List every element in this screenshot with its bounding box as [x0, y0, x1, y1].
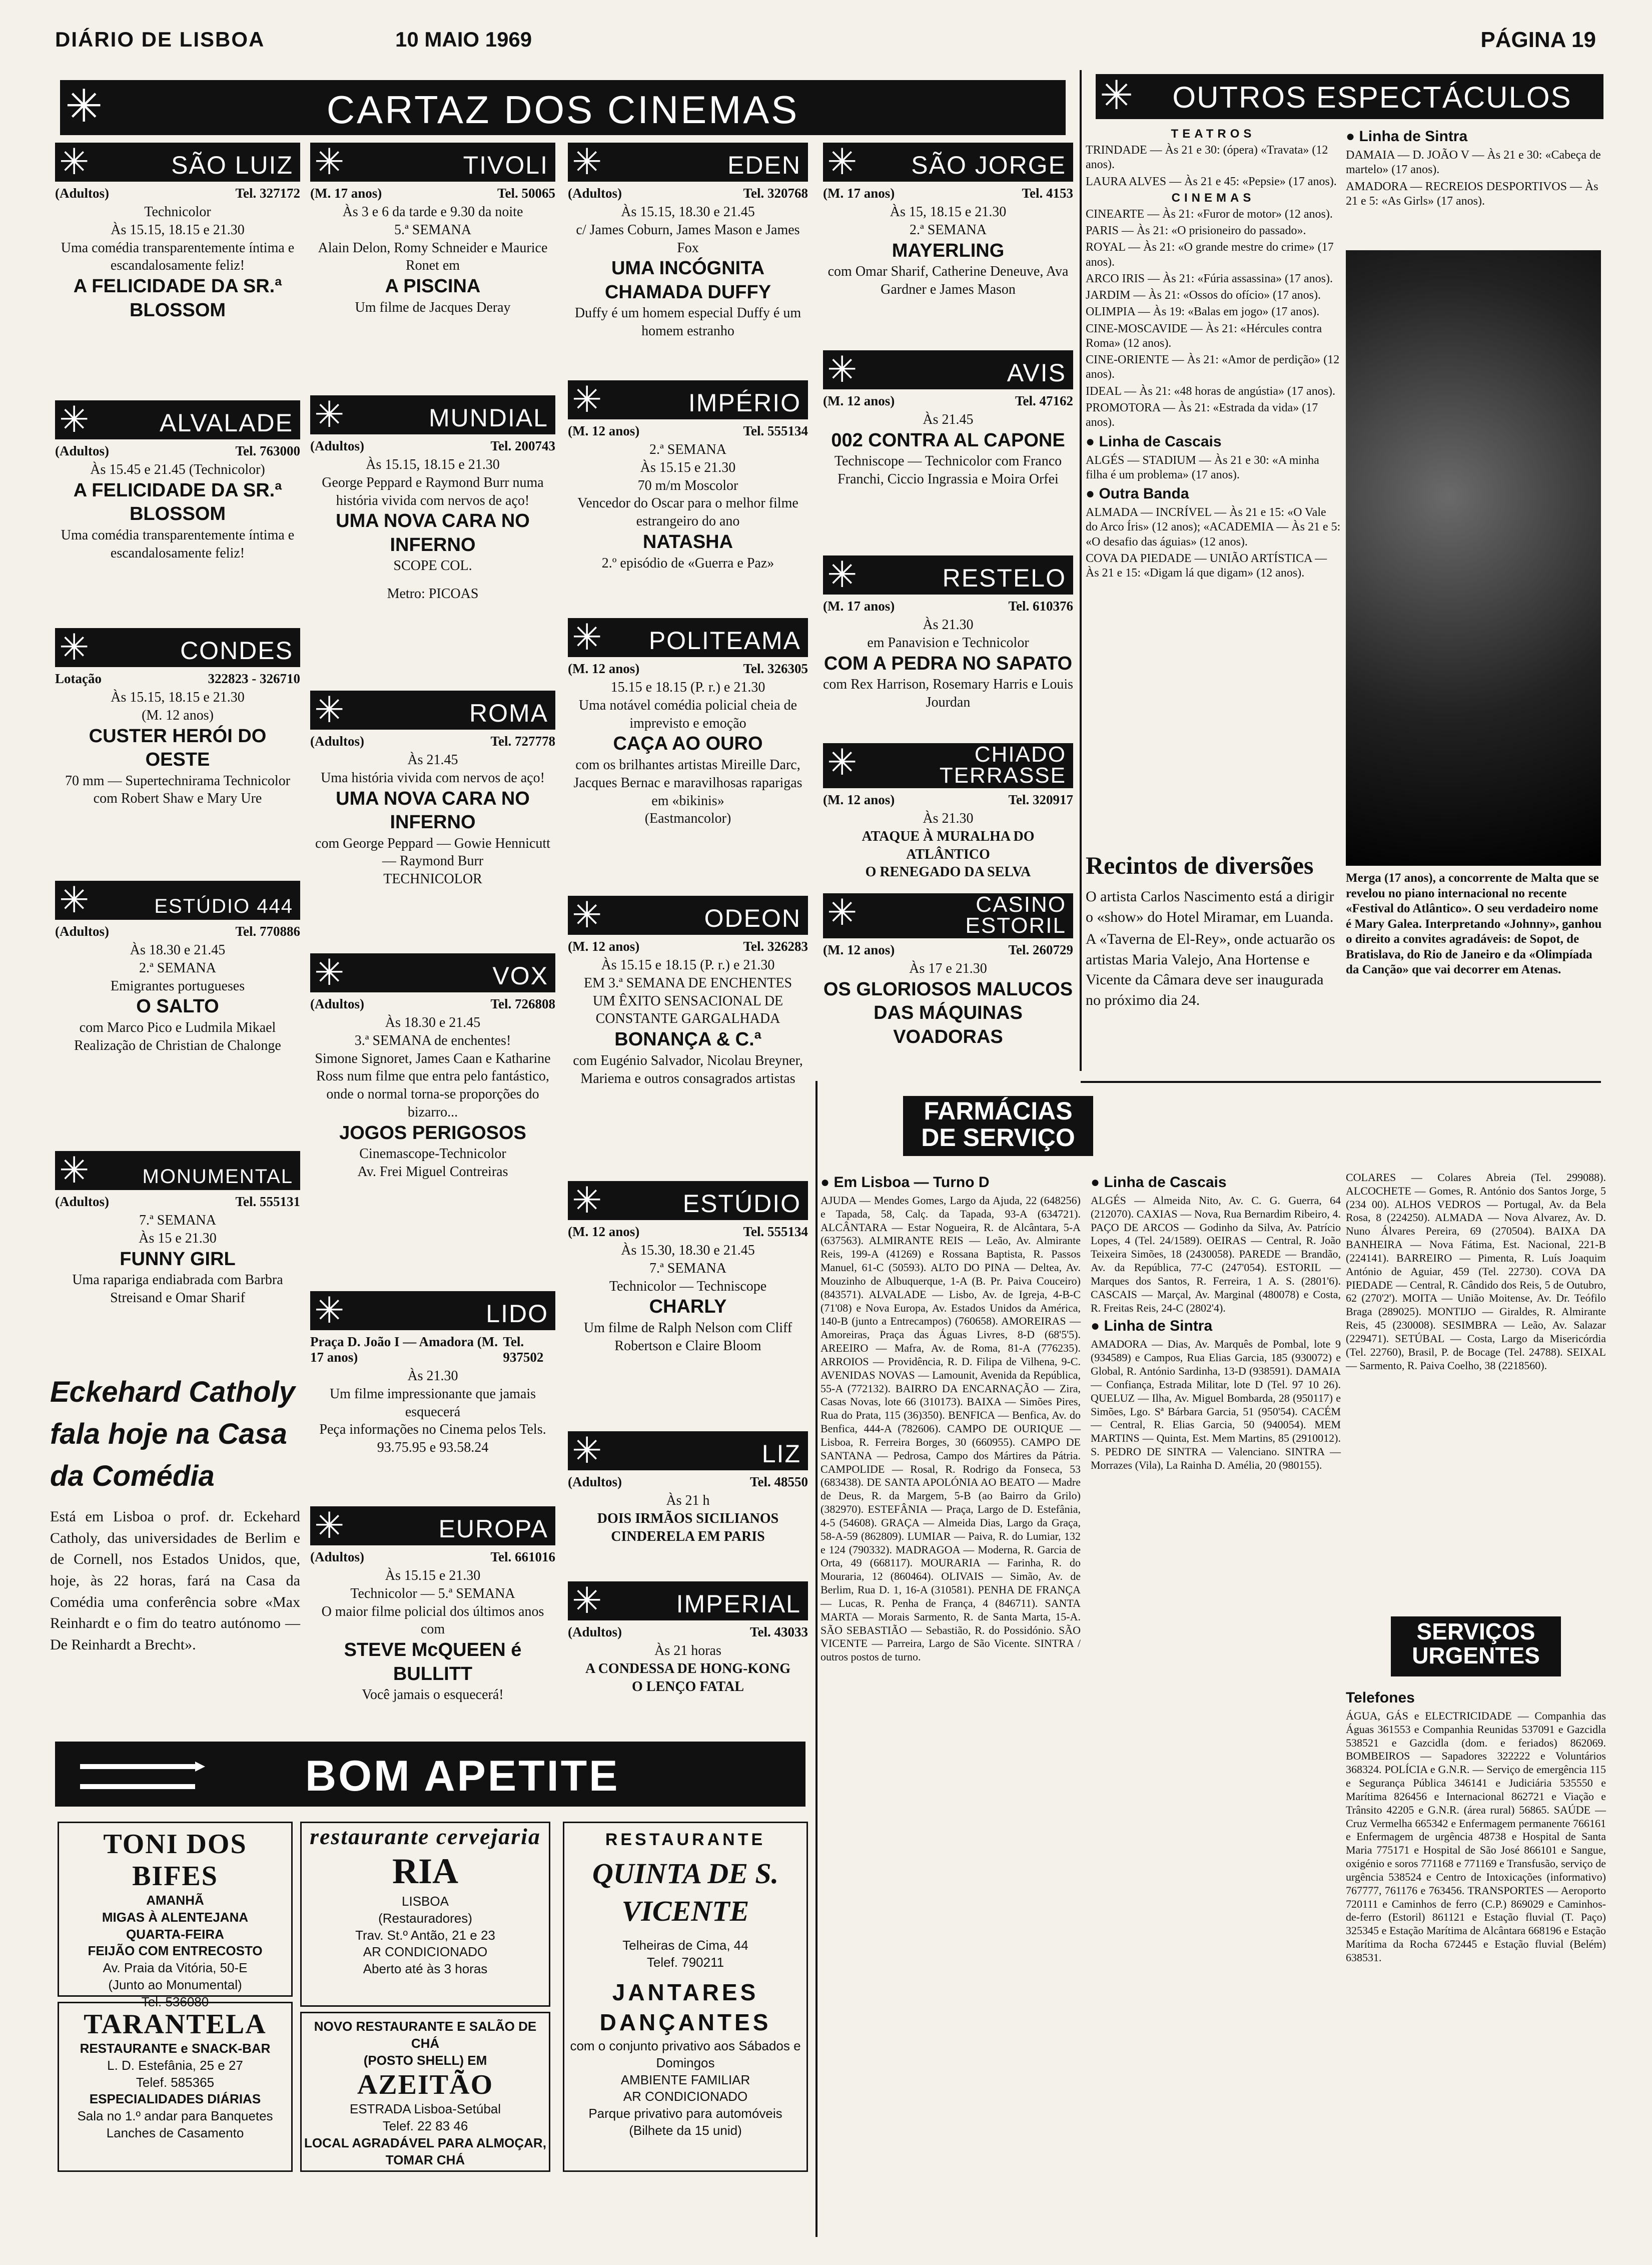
info-line: Duffy é um homem especial Duffy é um homem estranho	[574, 305, 801, 339]
info-line: em Panavision e Technicolor	[867, 635, 1029, 651]
film-title: A FELICIDADE DA SR.ª BLOSSOM	[73, 276, 282, 321]
ad-quinta-sao-vicente: RESTAURANTE QUINTA DE S. VICENTE Telheiras de Cima, 44 Telef. 790211 JANTARES DANÇANTES com o conjunto privativo aos Sábados e Domingos AMBIENTE FAMILIAR AR CONDICIONADO Parque privativo para automóveis (Bilhete da 15 unid)	[563, 1822, 808, 2172]
phone: Tel. 4153	[1022, 186, 1073, 201]
star-icon: ✳	[827, 741, 858, 783]
info-line: Uma história vivida com nervos de aço!	[321, 770, 545, 786]
cinema-name: IMPÉRIO	[688, 389, 801, 417]
outros-col-right	[1346, 125, 1606, 245]
info-line: Simone Signoret, James Caan e Katharine Ross num filme que entra pelo fantástico, onde o normal torna-se proporções do bizarro...	[315, 1050, 551, 1120]
age-rating: (Adultos)	[55, 924, 110, 939]
eckehard-article	[50, 1371, 300, 1732]
age-rating: (Adultos)	[568, 1474, 622, 1489]
column-rule	[1081, 1081, 1601, 1083]
info-line: 70 mm — Supertechnirama Technicolor com Robert Shaw e Mary Ure	[65, 773, 291, 807]
cutlery-icon	[75, 1747, 205, 1802]
film-title: UMA NOVA CARA NO INFERNO	[336, 788, 530, 833]
info-line: 70 m/m Moscolor	[637, 477, 738, 493]
cinema-name: CASINO ESTORIL	[965, 892, 1066, 938]
info-line: Metro: PICOAS	[387, 586, 479, 602]
outros-title: OUTROS ESPECTÁCULOS	[1172, 81, 1572, 114]
services-listing: ÁGUA, GÁS e ELECTRICIDADE — Companhia das Águas 361553 e Companhia Reunidas 537091 e Gazcidla 538521 e Gazcidla (dom. e feriados) 862069. BOMBEIROS — Sapadores 322222 e Voluntários 368324. POLÍCIA e G.N.R. — Serviço de emergência 115 e Segurança Pública 346141 e Judiciária 535550 e Marítima 826456 e Internacional 862721 e Viação e Trânsito 42205 e G.N.R. (área rural) 56865. SAÚDE — Cruz Vermelha 665342 e Enfermagem permanente 766161 e Enfermagem de urgência 48738 e Hospital de Santa Maria 775171 e Hospital de São José 866101 e Sangue, oxigénio e soros 771168 e 771169 e Transfusão, serviço de urgência 538524 e Centro de Intoxicações (informativo) 767777, 761176 e 763456. TRANSPORTES — Aeroporto 720111 e Caminhos de ferro (C.P.) 869029 e Caminhos-de-ferro (Estoril) 861121 e Estação fluvial (T. Paço) 325345 e Estação Marítima de Alcântara 668196 e Estação Marítima da Rocha 672445 e Estação fluvial (Belém) 638531.	[1346, 1710, 1606, 1964]
cinema-name: ALVALADE	[159, 409, 293, 437]
info-line: (M. 12 anos)	[142, 707, 214, 723]
column-rule	[815, 1081, 817, 2237]
info-line: Você jamais o esquecerá!	[362, 1687, 504, 1703]
phone: Tel. 320768	[743, 186, 808, 201]
info-line: Um filme de Jacques Deray	[355, 299, 511, 315]
cinema-name: CONDES	[180, 637, 293, 665]
cinema-liz	[568, 1431, 808, 1576]
cinema-name: IMPERIAL	[676, 1590, 801, 1618]
star-icon: ✳	[314, 951, 345, 993]
info-line: 2.º episódio de «Guerra e Paz»	[601, 555, 774, 571]
info-line: Às 15, 18.15 e 21.30	[890, 204, 1007, 220]
info-line: Vencedor do Oscar para o melhor filme estrangeiro do ano	[577, 495, 798, 529]
phone: Tel. 48550	[749, 1474, 808, 1489]
farmacias-col-2	[1091, 1171, 1341, 2242]
film-title: NATASHA	[642, 531, 733, 553]
listing: ALMADA — INCRÍVEL — Às 21 e 15: «O Vale do Arco Íris» (12 anos); «ACADEMIA — Às 21 e 5: «O desafio das águias» (12 anos).	[1086, 506, 1341, 548]
age-rating: Lotação	[55, 671, 102, 686]
info-line: Technicolor	[144, 204, 211, 220]
star-icon: ✳	[59, 398, 90, 440]
star-icon: ✳	[572, 1179, 602, 1221]
listing: CINE-MOSCAVIDE — Às 21: «Hércules contra Roma» (12 anos).	[1086, 322, 1322, 350]
article-title: Eckehard Catholy fala hoje na Casa da Comédia	[50, 1376, 295, 1493]
info-line: Uma notável comédia policial cheia de imprevisto e emoção	[578, 697, 797, 731]
star-icon: ✳	[572, 894, 602, 936]
phone: Tel. 320917	[1008, 792, 1073, 807]
star-icon: ✳	[59, 1149, 90, 1191]
listing: LAURA ALVES — Às 21 e 45: «Pepsie» (17 anos).	[1086, 175, 1337, 188]
phone: Tel. 610376	[1008, 599, 1073, 614]
film-title: BONANÇA & C.ª	[614, 1029, 761, 1050]
film-title: A FELICIDADE DA SR.ª BLOSSOM	[73, 479, 282, 525]
info-line: Às 15.45 e 21.45 (Technicolor)	[90, 462, 265, 477]
sintra-heading: ● Linha de Sintra	[1346, 128, 1468, 145]
star-icon: ✳	[827, 141, 858, 183]
cinema-sao-luiz	[55, 143, 300, 383]
cinema-chiado-terrasse	[823, 743, 1073, 883]
age-rating: (M. 12 anos)	[823, 792, 895, 807]
cartaz-title: CARTAZ DOS CINEMAS	[326, 88, 799, 132]
phone: Tel. 727778	[490, 734, 555, 749]
restaurant-name: TONI DOS BIFES	[103, 1829, 247, 1892]
listing: AMADORA — RECREIOS DESPORTIVOS — Às 21 e 5: «As Girls» (17 anos).	[1346, 180, 1598, 208]
age-rating: (M. 17 anos)	[823, 186, 895, 201]
phone: Tel. 47162	[1015, 393, 1073, 408]
info-line: CINDERELA EM PARIS	[611, 1528, 765, 1544]
info-line: Uma comédia transparentemente íntima e escandalosamente feliz!	[61, 527, 295, 561]
film-title: A CONDESSA DE HONG-KONG	[585, 1660, 790, 1676]
info-line: O maior filme policial dos últimos anos com	[321, 1603, 544, 1637]
age-rating: (Adultos)	[55, 186, 110, 201]
info-line: O RENEGADO DA SELVA	[865, 864, 1031, 880]
star-icon: ✳	[1100, 72, 1134, 119]
cinema-name: MONUMENTAL	[142, 1166, 293, 1188]
star-icon: ✳	[827, 553, 858, 596]
info-line: Às 15 e 21.30	[139, 1230, 217, 1246]
info-line: com os brilhantes artistas Mireille Darc, Jacques Bernac e maravilhosas raparigas em «bikinis»	[573, 757, 802, 809]
info-line: Às 15.15, 18.15 e 21.30	[111, 690, 245, 705]
info-line: Um filme de Ralph Nelson com Cliff Robertson e Claire Bloom	[583, 1320, 792, 1354]
cinema-name: AVIS	[1007, 359, 1066, 387]
pharmacy-listing: ALGÉS — Almeida Nito, Av. C. G. Guerra, 64 (212070). CAXIAS — Nova, Rua Bernardim Ribeiro, 4. PAÇO DE ARCOS — Godinho da Silva, Av. Patrício Lopes, 4 (Tel. 24/1589). OEIRAS — Central, R. João Teixeira Simões, 18 (2430058). PAREDE — Brandão, Av. da República, 77-C (247'054). ESTORIL — Marques dos Santos, R. Ferreira, 1 A. S. (2801'6). CASCAIS — Marçal, Av. Marginal (480078) e Costa, R. Freitas Reis, 24-C (2802'4).	[1091, 1194, 1341, 1314]
teatros-heading: TEATROS	[1171, 127, 1256, 141]
info-line: Emigrantes portugueses	[110, 978, 245, 994]
info-line: Às 21.45	[923, 412, 974, 427]
film-title: COM A PEDRA NO SAPATO	[823, 653, 1073, 674]
info-line: George Peppard e Raymond Burr numa história vivida com nervos de aço!	[322, 474, 544, 508]
film-title: A PISCINA	[385, 276, 481, 297]
bullet-icon: ●	[1086, 433, 1099, 450]
film-title: FUNNY GIRL	[120, 1248, 236, 1270]
info-line: Um filme impressionante que jamais esquecerá	[329, 1386, 536, 1420]
star-icon: ✳	[827, 891, 858, 933]
listing: ALGÉS — STADIUM — Às 21 e 30: «A minha filha é um problema» (17 anos).	[1086, 453, 1319, 481]
listing: ROYAL — Às 21: «O grande mestre do crime» (17 anos).	[1086, 241, 1334, 269]
film-title: UMA INCÓGNITA CHAMADA DUFFY	[604, 258, 771, 303]
star-icon: ✳	[59, 879, 90, 921]
cinema-eden	[568, 143, 808, 378]
age-rating: (Adultos)	[568, 186, 622, 201]
cinema-europa	[310, 1506, 555, 1732]
phone: Tel. 555134	[743, 423, 808, 438]
bullet-icon: ●	[1091, 1318, 1104, 1335]
cinemas-heading: CINEMAS	[1171, 191, 1255, 205]
info-line: 2.ª SEMANA	[910, 222, 987, 238]
restaurant-name: AZEITÃO	[357, 2069, 494, 2101]
recintos-title: Recintos de diversões	[1086, 851, 1314, 879]
phone: Tel. 200743	[490, 438, 555, 453]
ad-tarantela: TARANTELA RESTAURANTE e SNACK-BAR L. D. Estefânia, 25 e 27 Telef. 585365 ESPECIALIDADES DIÁRIAS Sala no 1.º andar para Banquetes Lanches de Casamento	[58, 2002, 293, 2172]
info-line: 15.15 e 18.15 (P. r.) e 21.30	[610, 680, 765, 695]
article-body: Está em Lisboa o prof. dr. Eckehard Catholy, das universidades de Berlim e de Cornell, nos Estados Unidos, que, hoje, às 22 horas, fará na Casa da Comédia uma conferência sobre «Max Reinhardt e o fim do teatro autónomo — De Reinhardt a Brecht».	[50, 1508, 300, 1653]
cinema-name: ESTÚDIO	[682, 1190, 801, 1218]
info-line: TECHNICOLOR	[383, 871, 482, 887]
cinema-name: LIZ	[761, 1440, 801, 1468]
phone: 322823 - 326710	[208, 671, 300, 686]
cinema-sao-jorge	[823, 143, 1073, 343]
info-line: Às 21 horas	[654, 1643, 721, 1658]
cascais-pharm-heading: ● Linha de Cascais	[1091, 1174, 1227, 1191]
cinema-name: POLITEAMA	[648, 627, 801, 655]
pharmacy-listing: COLARES — Colares Abreia (Tel. 299088). ALCOCHETE — Gomes, R. António dos Santos Jorge, 5 (234 00). ALHOS VEDROS — Portugal, Av. da Bela Rosa, 8 (224250). ALMADA — Nova Alvarez, Av. D. Nuno Álvares Pereira, 69 (270504). BAIXA DA BANHEIRA — Nova Fátima, Est. Nacional, 221-B (224141). BARREIRO — Pimenta, R. Luís Joaquim António de Aguiar, 459 (Tel. 22730). COVA DA PIEDADE — Central, R. Cândido dos Reis, 5 de Outubro, 62 (270'2'). MOITA — União Moitense, Av. Dr. Teófilo Braga (289025). MONTIJO — Giraldes, R. Almirante Reis, 45 (230008). SESIMBRA — Leão, Av. Salazar (229471). SETÚBAL — Costa, Largo da Misericórdia (Tel. 22760), Brasil, P. de Bocage (Tel. 24788). SEIXAL — Sarmento, R. Paiva Coelho, 38 (2218560).	[1346, 1171, 1606, 1372]
info-line: Às 15.30, 18.30 e 21.45	[621, 1243, 755, 1258]
film-title: ATAQUE À MURALHA DO ATLÂNTICO	[862, 828, 1035, 862]
age-rating: (Adultos)	[55, 1194, 110, 1209]
listing: IDEAL — Às 21: «48 horas de angústia» (17 anos).	[1086, 384, 1336, 398]
info-line: Uma comédia transparentemente íntima e escandalosamente feliz!	[61, 240, 295, 274]
listing: CINEARTE — Às 21: «Furor de motor» (12 anos).	[1086, 207, 1333, 221]
pharmacy-listing: AMADORA — Dias, Av. Marquês de Pombal, lote 9 (934589) e Campos, Rua Elias Garcia, 185 (930072) e Global, R. António Sardinha, 13-D (938591). DAMAIA — Confiança, Estrada Militar, lote D (Tel. 97 10 26). QUELUZ — Ilha, Av. Miguel Bombarda, 28 (950117) e Simões, Lgo. Sª Bárbara Garcia, 51 (950'54). CACÉM — Central, R. Elias Garcia, 50 (940054). MEM MARTINS — Quinta, Est. Mem Martins, 85 (2910012). S. PEDRO DE SINTRA — Valenciano. SINTRA — Morrazes (Vila), La Rainha D. Amélia, 20 (980155).	[1091, 1338, 1341, 1471]
age-rating: (Adultos)	[310, 734, 365, 749]
film-title: JOGOS PERIGOSOS	[339, 1122, 526, 1144]
age-rating: (Adultos)	[55, 443, 110, 458]
farmacias-banner	[903, 1096, 1093, 1156]
info-line: com Rex Harrison, Rosemary Harris e Louis Jourdan	[823, 677, 1073, 710]
cinema-name: MUNDIAL	[428, 404, 548, 432]
cinema-tivoli	[310, 143, 555, 393]
info-line: 7.ª SEMANA	[139, 1213, 216, 1228]
phone: Tel. 763000	[235, 443, 300, 458]
age-rating: (M. 12 anos)	[568, 939, 640, 954]
cinema-name: RESTELO	[942, 564, 1066, 592]
bom-apetite-banner	[55, 1742, 805, 1807]
ad-cervejaria-ria: restaurante cervejaria RIA LISBOA (Restauradores) Trav. St.º Antão, 21 e 23 AR CONDICIONADO Aberto até às 3 horas	[300, 1822, 550, 2007]
info-line: UM ÊXITO SENSACIONAL DE CONSTANTE GARGALHADA	[592, 993, 783, 1027]
cinema-odeon	[568, 896, 808, 1176]
recintos-section	[1086, 851, 1341, 1081]
info-line: Technicolor — 5.ª SEMANA	[350, 1585, 515, 1601]
cinema-monumental	[55, 1151, 300, 1361]
film-title: CAÇA AO OURO	[613, 733, 763, 755]
age-rating: (M. 12 anos)	[568, 423, 640, 438]
info-line: Às 15.15, 18.15 e 21.30	[366, 457, 500, 472]
info-line: 2.ª SEMANA	[649, 442, 726, 457]
column-rule	[1080, 70, 1082, 1071]
star-icon: ✳	[314, 141, 345, 183]
urgentes-col	[1346, 1686, 1606, 2242]
listing: PROMOTORA — Às 21: «Estrada da vida» (17 anos).	[1086, 401, 1318, 429]
listing: OLIMPIA — Às 19: «Balas em jogo» (17 anos).	[1086, 305, 1320, 319]
info-line: Alain Delon, Romy Schneider e Maurice Ronet em	[318, 240, 548, 274]
star-icon: ✳	[314, 393, 345, 435]
info-line: Às 15.15 e 21.30	[640, 459, 736, 475]
phone: Tel. 326283	[743, 939, 808, 954]
cinema-name: VOX	[492, 962, 548, 990]
cinema-restelo	[823, 555, 1073, 741]
info-line: com George Peppard — Gowie Hennicutt — Raymond Burr	[315, 835, 550, 869]
film-title: OS GLORIOSOS MALUCOS DAS MÁQUINAS VOADORAS	[823, 978, 1073, 1047]
restaurant-name: restaurante cervejaria	[310, 1824, 541, 1849]
cinema-name: ESTÚDIO 444	[154, 895, 293, 917]
age-rating: (Adultos)	[310, 1549, 365, 1564]
info-line: 2.ª SEMANA	[139, 960, 216, 976]
info-line: 7.ª SEMANA	[649, 1260, 726, 1276]
outros-col-left	[1086, 125, 1341, 861]
cinema-imperial	[568, 1581, 808, 1732]
farmacias-title: FARMÁCIAS DE SERVIÇO	[921, 1097, 1075, 1152]
age-rating: (Adultos)	[310, 438, 365, 453]
phone: Tel. 726808	[490, 996, 555, 1011]
star-icon: ✳	[59, 141, 90, 183]
farmacias-col-1	[820, 1171, 1081, 2242]
listing: TRINDADE — Às 21 e 30: (ópera) «Travata» (12 anos).	[1086, 144, 1328, 172]
info-line: c/ James Coburn, James Mason e James Fox	[576, 222, 800, 256]
info-line: com Omar Sharif, Catherine Deneuve, Ava Gardner e James Mason	[828, 264, 1069, 297]
info-line: SCOPE COL.	[393, 558, 472, 574]
restaurant-name: TARANTELA	[84, 2009, 267, 2040]
info-line: Às 3 e 6 da tarde e 9.30 da noite	[342, 204, 523, 220]
listing: COVA DA PIEDADE — UNIÃO ARTÍSTICA — Às 21 e 15: «Digam lá que digam» (12 anos).	[1086, 551, 1327, 580]
age-rating: (M. 12 anos)	[568, 1224, 640, 1239]
cinema-mundial	[310, 395, 555, 681]
page-date: 10 MAIO 1969	[395, 28, 532, 51]
cinema-name: LIDO	[486, 1300, 548, 1328]
cinema-condes	[55, 628, 300, 863]
info-line: Uma rapariga endiabrada com Barbra Streisand e Omar Sharif	[72, 1272, 283, 1306]
cinema-roma	[310, 691, 555, 951]
film-title: CHARLY	[649, 1296, 727, 1318]
photo-caption: Merga (17 anos), a concorrente de Malta que se revelou no piano internacional no recente «Festival do Atlântico». O seu verdadeiro nome é Mary Galea. Interpretando «Johnny», ganhou o direito a convites agradáveis: de Sopot, de Bratislava, do Rio de Janeiro e da «Olimpíada da Canção» que vai decorrer em Atenas.	[1346, 871, 1602, 976]
cinema-avis	[823, 350, 1073, 545]
ria-logo: RIA	[392, 1851, 458, 1891]
recintos-item: A «Taverna de El-Rey», onde actuarão os artistas Maria Valejo, Ana Hortense e Vicente da Câmara deve ser inaugurada no próximo dia 24.	[1086, 931, 1335, 1008]
telefones-heading: Telefones	[1346, 1689, 1415, 1706]
film-title: MAYERLING	[892, 240, 1005, 261]
phone: Tel. 50065	[497, 186, 555, 201]
ad-heading: RESTAURANTE	[605, 1830, 766, 1849]
info-line: Às 17 e 21.30	[909, 961, 987, 976]
film-title: STEVE McQUEEN é BULLITT	[344, 1639, 522, 1684]
cinema-name: ROMA	[469, 699, 548, 727]
star-icon: ✳	[572, 141, 602, 183]
info-line: Techniscope — Technicolor com Franco Franchi, Ciccio Ingrassia e Moira Orfei	[834, 453, 1062, 487]
phone: Tel. 555131	[235, 1194, 300, 1209]
bom-apetite-title: BOM APETITE	[305, 1752, 620, 1800]
info-line: Às 21.30	[407, 1368, 458, 1384]
phone: Tel. 555134	[743, 1224, 808, 1239]
listing: JARDIM — Às 21: «Ossos do ofício» (17 anos).	[1086, 289, 1321, 302]
listing: DAMAIA — D. JOÃO V — Às 21 e 30: «Cabeça de martelo» (17 anos).	[1346, 149, 1601, 177]
info-line: Technicolor — Techniscope	[609, 1278, 767, 1294]
film-title: O SALTO	[136, 996, 219, 1017]
bullet-icon: ●	[1091, 1174, 1104, 1191]
ad-toni-dos-bifes: TONI DOS BIFES AMANHÃ MIGAS À ALENTEJANA QUARTA-FEIRA FEIJÃO COM ENTRECOSTO Av. Praia da Vitória, 50-E (Junto ao Monumental) Tel. 536080	[58, 1822, 293, 1997]
phone: Tel. 937502	[503, 1334, 544, 1365]
star-icon: ✳	[572, 1429, 602, 1471]
cinema-name: SÃO JORGE	[911, 151, 1066, 179]
pharmacy-listing: AJUDA — Mendes Gomes, Largo da Ajuda, 22 (648256) e Tapada, 58, Calç. da Tapada, 93-A (634721). ALCÂNTARA — Estar Nogueira, R. de Alcântara, 5-A (637563). ALMIRANTE REIS — Leão, Av. Almirante Reis, 199-A (41269) e Rossana Baptista, R. Passos Manuel, 61-C (50593). ALTO DO PINA — Deltea, Av. Mouzinho de Albuquerque, 1-A (B. Pr. Paiva Couceiro) (843571). ALVALADE — Lisbo, Av. de Igreja, 4-B-C (71'08) e Nova Europa, Av. Estados Unidos da América, 140-B (junto a Entrecampos) (760658). AMOREIRAS — Amoreiras, Praça das Águas Livres, 8-D (68'5'5). AREEIRO — Mafra, Av. de Roma, 81-A (776235). ARROIOS — Providência, R. D. Filipa de Vilhena, 9-C. AVENIDAS NOVAS — Lamounit, Avenida da República, 55-A (772132). BAIRRO DA ENCARNAÇÃO — Zira, Casas Novas, lote 66 (310173). BAIXA — Simões Pires, Rua do Prata, 115 (36)350). BENFICA — Benfica, Av. do Benfica, 444-A (782606). CAMPO DE OURIQUE — Lisboa, R. Ferreira Borges, 30 (660955). CAMPO DE SANTANA — Pedrosa, Campo dos Mártires da Pátria. CAMPOLIDE — Rosal, R. Rodrigo da Fonseca, 53 (683438). DE SANTA APOLÓNIA AO BEATO — Madre de Deus, R. da Margem, 5-B (ao Bairro da Grilo) (382970). ESTEFÂNIA — Praça, Largo de D. Estefânia, 4-5 (54608). GRAÇA — Almeida Dias, Largo da Graça, 58-A-59 (862809). LUMIAR — Paiva, R. do Lumiar, 132 e 124 (790332). MADRAGOA — Moderna, R. Garcia de Orta, 49 (668117). MOURARIA — Farinha, R. do Mouraria, 12 (860464). OLIVAIS — Simão, Av. de Berlim, Rua D. 1, 16-A (310581). PENHA DE FRANÇA — Lucas, R. Penha de França, 4 (846711). SANTA MARTA — Morais Sarmento, R. de Santa Marta, 15-A. SÃO SEBASTIÃO — Sebastião, R. do Possidónio. SÃO VICENTE — Parreira, Largo de São Vicente. SINTRA / outros postos de turno.	[820, 1194, 1081, 1663]
page-number: PÁGINA 19	[1480, 28, 1596, 52]
film-title: DOIS IRMÃOS SICILIANOS	[597, 1510, 779, 1526]
phone: Tel. 43033	[749, 1624, 808, 1639]
info-line: Av. Frei Miguel Contreiras	[357, 1164, 508, 1180]
cinema-name: ODEON	[704, 904, 801, 932]
info-line: Às 21.45	[407, 752, 458, 768]
listing: CINE-ORIENTE — Às 21: «Amor de perdição» (12 anos).	[1086, 353, 1340, 381]
star-icon: ✳	[572, 378, 602, 420]
info-line: Às 21 h	[666, 1493, 710, 1508]
age-rating: (Adultos)	[310, 996, 365, 1011]
film-title: CUSTER HERÓI DO OESTE	[89, 725, 267, 771]
info-line: 3.ª SEMANA de enchentes!	[354, 1032, 511, 1048]
cinema-name: SÃO LUIZ	[171, 151, 293, 179]
farmacias-col-3	[1346, 1171, 1606, 1611]
restaurant-name: QUINTA DE S. VICENTE	[592, 1857, 779, 1928]
info-line: Às 18.30 e 21.45	[385, 1015, 481, 1030]
cinema-casino-estoril	[823, 893, 1073, 1073]
info-line: 5.ª SEMANA	[394, 222, 471, 238]
age-rating: Praça D. João I — Amadora (M. 17 anos)	[310, 1334, 498, 1365]
star-icon: ✳	[572, 1579, 602, 1621]
cinema-name: CHIADO TERRASSE	[939, 742, 1066, 788]
cascais-heading: ● Linha de Cascais	[1086, 433, 1222, 450]
age-rating: (M. 12 anos)	[568, 661, 640, 676]
star-icon: ✳	[314, 689, 345, 731]
info-line: Peça informações no Cinema pelos Tels. 93.75.95 e 93.58.24	[319, 1422, 546, 1456]
age-rating: (M. 17 anos)	[823, 599, 895, 614]
cinema-politeama	[568, 618, 808, 878]
film-title: 002 CONTRA AL CAPONE	[831, 429, 1065, 451]
info-line: O LENÇO FATAL	[631, 1678, 744, 1694]
age-rating: (M. 12 anos)	[823, 393, 895, 408]
outros-banner	[1096, 74, 1603, 119]
cinema-name: EUROPA	[438, 1515, 548, 1543]
bullet-icon: ●	[820, 1174, 834, 1191]
cinema-lido	[310, 1291, 555, 1506]
info-line: Às 15.15, 18.30 e 21.45	[621, 204, 755, 220]
info-line: Às 15.15 e 21.30	[385, 1568, 481, 1583]
cinema-imperio	[568, 380, 808, 606]
cinema-alvalade	[55, 400, 300, 616]
star-icon: ✳	[59, 626, 90, 668]
cartaz-banner	[60, 80, 1066, 135]
info-line: Às 18.30 e 21.45	[130, 942, 226, 958]
phone: Tel. 661016	[490, 1549, 555, 1564]
info-line: Às 21.30	[923, 811, 974, 826]
bullet-icon: ●	[1086, 485, 1099, 502]
info-line: com Marco Pico e Ludmila Mikael Realização de Christian de Chalonge	[74, 1019, 281, 1053]
urgentes-banner	[1391, 1616, 1561, 1676]
cinema-name: EDEN	[727, 151, 801, 179]
bullet-icon: ●	[1346, 128, 1359, 145]
info-line: EM 3.ª SEMANA DE ENCHENTES	[583, 975, 792, 991]
urgentes-title: SERVIÇOS URGENTES	[1412, 1618, 1540, 1669]
film-title: UMA NOVA CARA NO INFERNO	[336, 510, 530, 555]
page-header	[55, 28, 1596, 63]
lisboa-heading: ● Em Lisboa — Turno D	[820, 1174, 990, 1191]
info-line: Às 15.15, 18.15 e 21.30	[111, 222, 245, 238]
star-icon: ✳	[572, 616, 602, 658]
star-icon: ✳	[65, 80, 103, 133]
star-icon: ✳	[314, 1289, 345, 1331]
phone: Tel. 326305	[743, 661, 808, 676]
cinema-estudio-444	[55, 881, 300, 1146]
info-line: Às 15.15 e 18.15 (P. r.) e 21.30	[601, 957, 775, 973]
cinema-vox	[310, 953, 555, 1249]
info-line: com Eugénio Salvador, Nicolau Breyner, Mariema e outros consagrados artistas	[573, 1052, 803, 1086]
singer-photo	[1346, 250, 1601, 866]
age-rating: (M. 12 anos)	[823, 942, 895, 957]
info-line: (Eastmancolor)	[644, 811, 731, 827]
phone: Tel. 260729	[1008, 942, 1073, 957]
age-rating: (Adultos)	[568, 1624, 622, 1639]
cinema-estudio	[568, 1181, 808, 1421]
age-rating: (M. 17 anos)	[310, 186, 382, 201]
info-line: Às 21.30	[923, 617, 974, 633]
phone: Tel. 327172	[235, 186, 300, 201]
star-icon: ✳	[827, 348, 858, 390]
newspaper-name: DIÁRIO DE LISBOA	[55, 28, 265, 51]
star-icon: ✳	[314, 1504, 345, 1546]
recintos-item: O artista Carlos Nascimento está a dirigir o «show» do Hotel Miramar, em Luanda.	[1086, 888, 1334, 925]
sintra-pharm-heading: ● Linha de Sintra	[1091, 1318, 1213, 1335]
outra-banda-heading: ● Outra Banda	[1086, 485, 1189, 502]
listing: ARCO IRIS — Às 21: «Fúria assassina» (17 anos).	[1086, 272, 1333, 285]
listing: PARIS — Às 21: «O prisioneiro do passado».	[1086, 224, 1306, 238]
info-line: Cinemascope-Technicolor	[359, 1146, 506, 1162]
ad-azeitao: NOVO RESTAURANTE E SALÃO DE CHÁ (POSTO SHELL) EM AZEITÃO ESTRADA Lisboa-Setúbal Telef. 22 83 46 LOCAL AGRADÁVEL PARA ALMOÇAR, TOMAR CHÁ	[300, 2012, 550, 2172]
phone: Tel. 770886	[235, 924, 300, 939]
cinema-name: TIVOLI	[463, 151, 548, 179]
